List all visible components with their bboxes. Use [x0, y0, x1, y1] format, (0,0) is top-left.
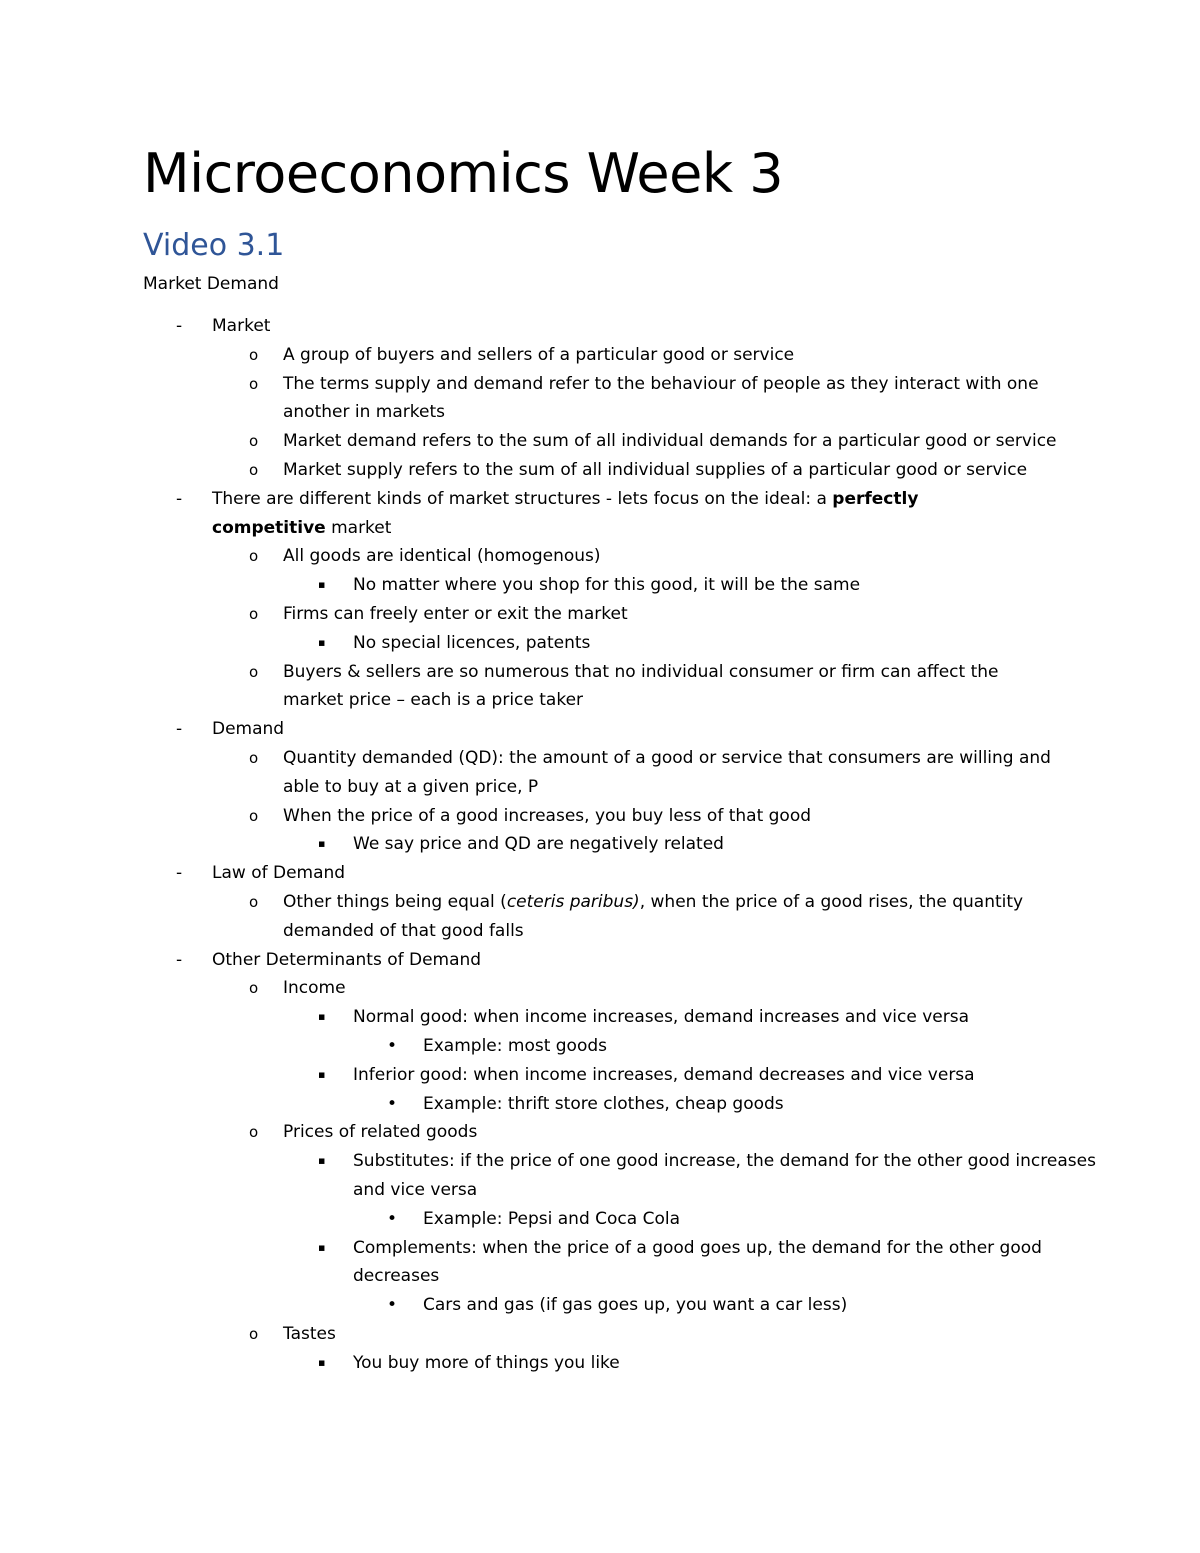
list-item-level-3 — [0, 1147, 1200, 1205]
list-item-text: No matter where you shop for this good, it will be the same — [353, 575, 861, 596]
list-item-level-1 — [0, 946, 1200, 975]
list-item-text: Complements: when the price of a good goes up, the demand for the other good decreases — [353, 1237, 1042, 1287]
list-item-text: Tastes — [283, 1323, 336, 1344]
square-bullet-icon: ▪ — [318, 578, 326, 592]
list-item-level-3 — [0, 830, 1200, 859]
list-item-level-2 — [0, 542, 1200, 571]
dash-marker: - — [176, 949, 183, 970]
list-item-level-2 — [0, 802, 1200, 831]
list-item-text: Cars and gas (if gas goes up, you want a car less) — [423, 1295, 848, 1316]
list-item-text: Example: thrift store clothes, cheap goods — [423, 1093, 784, 1114]
list-item-text: Firms can freely enter or exit the market — [283, 603, 628, 624]
circle-bullet-icon: o — [249, 1324, 259, 1343]
circle-bullet-icon: o — [249, 460, 259, 479]
list-item-level-1 — [0, 715, 1200, 744]
list-item-text: Other Determinants of Demand — [212, 949, 482, 970]
list-item-level-2 — [0, 370, 1200, 428]
list-item-text: Normal good: when income increases, demand increases and vice versa — [353, 1007, 970, 1028]
circle-bullet-icon: o — [249, 748, 259, 767]
list-item-level-3 — [0, 629, 1200, 658]
circle-bullet-icon: o — [249, 345, 259, 364]
square-bullet-icon: ▪ — [318, 837, 326, 851]
list-item-text: The terms supply and demand refer to the behaviour of people as they interact with one another in markets — [283, 373, 1039, 423]
list-item-level-2 — [0, 341, 1200, 370]
dash-marker: - — [176, 863, 183, 884]
list-item-text: Market — [212, 316, 271, 336]
list-item-text: A group of buyers and sellers of a particular good or service — [283, 344, 795, 365]
circle-bullet-icon: o — [249, 979, 259, 998]
list-item-text: Income — [283, 978, 346, 999]
list-item-text: Substitutes: if the price of one good increase, the demand for the other good increases and vice versa — [353, 1151, 1096, 1200]
section-subheading: Market Demand — [143, 274, 279, 294]
list-item-text: When the price of a good increases, you buy less of that good — [283, 805, 812, 826]
list-item-level-2 — [0, 658, 1200, 716]
list-item-level-1 — [0, 485, 1200, 543]
list-item-text: Inferior good: when income increases, demand decreases and vice versa — [353, 1064, 975, 1085]
list-item-text: Demand — [212, 719, 285, 740]
circle-bullet-icon: o — [249, 662, 259, 681]
notes-outline — [0, 312, 1200, 1377]
square-bullet-icon: ▪ — [318, 1355, 326, 1369]
list-item-text: Quantity demanded (QD): the amount of a good or service that consumers are willing and able to buy at a given price, P — [283, 747, 1051, 797]
list-item-level-3 — [0, 1003, 1200, 1032]
dash-marker: - — [176, 719, 183, 740]
list-item-text: Example: most goods — [423, 1035, 608, 1056]
list-item-level-2 — [0, 1320, 1200, 1349]
dot-bullet-icon: • — [387, 1295, 398, 1316]
list-item-level-2 — [0, 974, 1200, 1003]
dot-bullet-icon: • — [387, 1208, 398, 1229]
circle-bullet-icon: o — [249, 806, 259, 825]
list-item-text: Example: Pepsi and Coca Cola — [423, 1208, 681, 1229]
list-item-text: Market supply refers to the sum of all individual supplies of a particular good or service — [283, 459, 1028, 480]
square-bullet-icon: ▪ — [318, 635, 326, 649]
list-item-text: There are different kinds of market structures - lets focus on the ideal: a perfectly competitive market — [212, 488, 919, 538]
dash-marker: - — [176, 316, 183, 336]
square-bullet-icon: ▪ — [318, 1154, 326, 1168]
list-item-level-2 — [0, 600, 1200, 629]
dot-bullet-icon: • — [387, 1035, 398, 1056]
list-item-level-3 — [0, 1234, 1200, 1292]
list-item-text: No special licences, patents — [353, 632, 591, 653]
square-bullet-icon: ▪ — [318, 1240, 326, 1254]
list-item-level-4 — [0, 1090, 1200, 1119]
list-item-level-1 — [0, 312, 1200, 341]
list-item-level-4 — [0, 1291, 1200, 1320]
circle-bullet-icon: o — [249, 604, 259, 623]
dash-marker: - — [176, 488, 183, 509]
list-item-level-3 — [0, 1061, 1200, 1090]
list-item-level-2 — [0, 744, 1200, 802]
circle-bullet-icon: o — [249, 374, 259, 393]
dot-bullet-icon: • — [387, 1093, 398, 1114]
list-item-text: Buyers & sellers are so numerous that no individual consumer or firm can affect the market price – each is a price taker — [283, 661, 999, 711]
list-item-text: Prices of related goods — [283, 1122, 478, 1143]
list-item-text: Market demand refers to the sum of all individual demands for a particular good or service — [283, 431, 1057, 452]
square-bullet-icon: ▪ — [318, 1067, 326, 1081]
document-title: Microeconomics Week 3 — [143, 142, 784, 205]
list-item-level-3 — [0, 571, 1200, 600]
emphasis-bold: perfectly competitive — [212, 488, 919, 538]
list-item-text: Law of Demand — [212, 863, 346, 884]
circle-bullet-icon: o — [249, 432, 259, 451]
list-item-text: You buy more of things you like — [353, 1352, 620, 1373]
list-item-level-2 — [0, 1118, 1200, 1147]
section-heading: Video 3.1 — [143, 228, 285, 263]
circle-bullet-icon: o — [249, 892, 259, 911]
list-item-level-2 — [0, 888, 1200, 946]
emphasis-italic: ceteris paribus) — [506, 891, 640, 912]
square-bullet-icon: ▪ — [318, 1010, 326, 1024]
list-item-level-1 — [0, 859, 1200, 888]
list-item-text: Other things being equal (ceteris paribus), when the price of a good rises, the quantity demanded of that good falls — [283, 891, 1024, 941]
list-item-level-4 — [0, 1032, 1200, 1061]
circle-bullet-icon: o — [249, 547, 259, 566]
circle-bullet-icon: o — [249, 1123, 259, 1142]
list-item-level-2 — [0, 456, 1200, 485]
list-item-level-3 — [0, 1349, 1200, 1378]
list-item-level-4 — [0, 1205, 1200, 1234]
list-item-level-2 — [0, 427, 1200, 456]
list-item-text: We say price and QD are negatively related — [353, 834, 724, 855]
list-item-text: All goods are identical (homogenous) — [283, 546, 601, 567]
